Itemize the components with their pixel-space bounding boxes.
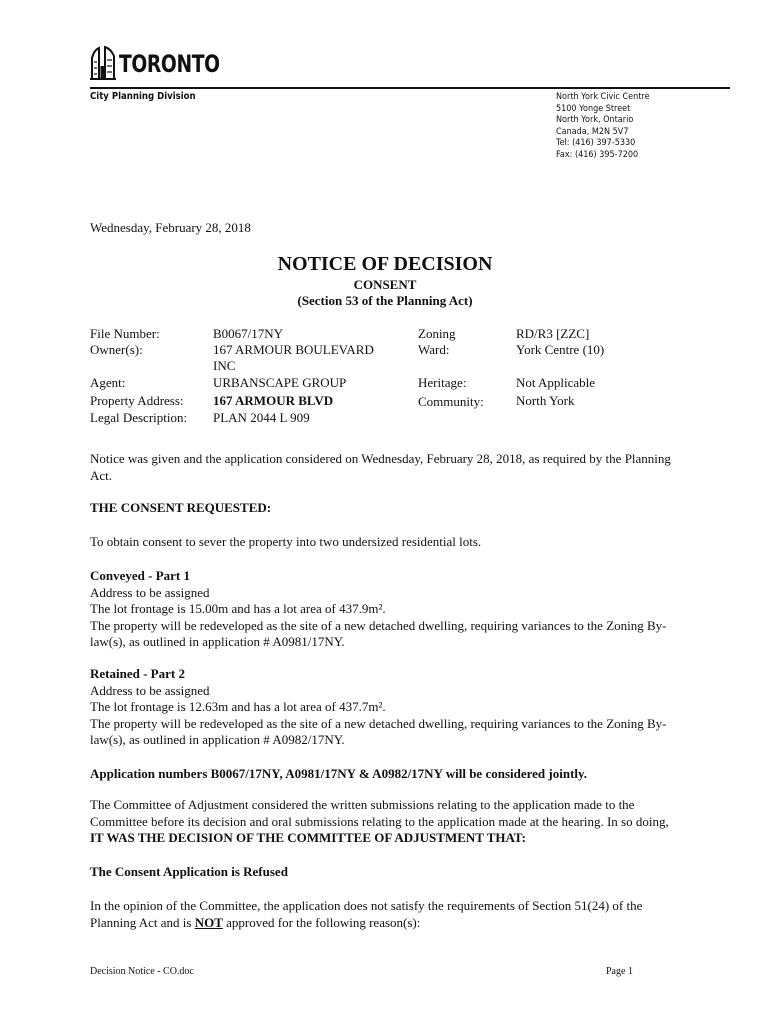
zoning-label: Zoning [418,326,456,341]
community-label: Community: [418,394,484,409]
logo-wordmark: TORONTO [119,50,220,78]
opinion-paragraph [90,898,720,931]
ward-value: York Centre (10) [516,342,605,357]
address-line: North York Civic Centre [556,91,650,102]
text-line: Address to be assigned [90,682,210,698]
committee-paragraph [90,797,720,847]
address-line: 5100 Yonge Street [556,102,631,114]
part1-section [90,568,720,651]
address-line: North York, Ontario [556,114,634,126]
text-line: The property will be redeveloped as the site of a new detached dwelling, requiring variances to the Zoning By- [90,715,667,731]
decision-statement: IT WAS THE DECISION OF THE COMMITTEE OF ADJUSTMENT THAT: [90,830,526,845]
text-line: The property will be redeveloped as the site of a new detached dwelling, requiring variances to the Zoning By- [90,617,667,633]
text-line: Committee before its decision and oral submissions relating to the application made at the hearing. In so doing, [90,813,669,829]
subtitle-section: (Section 53 of the Planning Act) [297,293,473,308]
footer-doc-name: Decision Notice - CO.doc [90,966,194,977]
subtitle-consent: CONSENT [353,277,417,292]
agent-value: URBANSCAPE GROUP [213,375,347,390]
text-line [90,915,720,932]
text-line: Address to be assigned [90,584,210,600]
file-number-label: File Number: [90,326,160,341]
text-line: The Committee of Adjustment considered the written submissions relating to the application made to the [90,797,635,812]
owner-label: Owner(s): [90,342,143,357]
text-segment: Planning Act and is [90,914,195,930]
heritage-label: Heritage: [418,375,467,390]
consent-text: To obtain consent to sever the property into two undersized residential lots. [90,534,482,549]
owner-value-cont: INC [213,358,236,373]
text-line: The lot frontage is 15.00m and has a lot area of 437.9m². [90,601,386,616]
footer-page-number: Page 1 [606,966,633,977]
header-rule [90,87,730,89]
not-emphasis: NOT [194,914,223,930]
joint-statement: Application numbers B0067/17NY, A0981/17NY & A0982/17NY will be considered jointly. [90,766,588,781]
text-line: Notice was given and the application considered on Wednesday, February 28, 2018, as required by the Planning [90,451,671,466]
property-address-value: 167 ARMOUR BLVD [213,393,334,408]
text-line: Act. [90,467,113,483]
city-hall-icon [90,46,116,80]
part1-heading: Conveyed - Part 1 [90,568,191,583]
agent-label: Agent: [90,375,126,390]
ward-label: Ward: [418,342,450,357]
file-number-value: B0067/17NY [213,326,284,341]
owner-value: 167 ARMOUR BOULEVARD [213,342,374,357]
page-title: NOTICE OF DECISION [277,253,493,275]
office-address [556,91,650,161]
decision-date: Wednesday, February 28, 2018 [90,220,251,235]
division-name: City Planning Division [90,91,196,102]
address-line: Canada, M2N 5V7 [556,125,629,137]
text-line: In the opinion of the Committee, the application does not satisfy the requirements of Section 51(24) of the [90,898,643,913]
part2-heading: Retained - Part 2 [90,666,185,681]
address-line: Tel: (416) 397-5330 [556,137,636,149]
heritage-value: Not Applicable [516,375,596,390]
part2-section [90,666,720,749]
toronto-logo [90,44,240,84]
text-line: law(s), as outlined in application # A0982/17NY. [90,732,345,747]
address-line: Fax: (416) 395-7200 [556,148,639,160]
consent-heading: THE CONSENT REQUESTED: [90,500,272,515]
community-value: North York [516,393,575,408]
zoning-value: RD/R3 [ZZC] [516,326,590,341]
legal-description-label: Legal Description: [90,410,188,425]
text-segment: approved for the following reason(s): [222,914,421,930]
text-line: The lot frontage is 12.63m and has a lot area of 437.7m². [90,699,386,714]
legal-description-value: PLAN 2044 L 909 [213,410,310,425]
property-address-label: Property Address: [90,393,184,408]
refused-heading: The Consent Application is Refused [90,864,288,879]
text-line: law(s), as outlined in application # A0981/17NY. [90,634,345,649]
notice-paragraph [90,451,720,484]
